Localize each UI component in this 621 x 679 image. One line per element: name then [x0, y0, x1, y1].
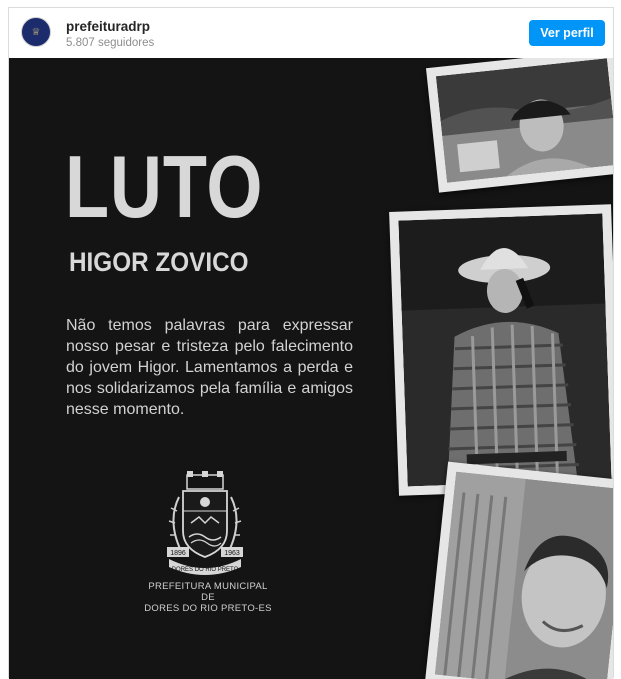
municipal-crest-icon	[159, 471, 251, 581]
photo-frame-smile	[425, 462, 613, 679]
crest-year-left: 1896	[170, 550, 186, 557]
username[interactable]: prefeituradrp	[66, 19, 151, 34]
followers-count: 5.807 seguidores	[66, 37, 155, 49]
post-title: LUTO	[65, 137, 264, 236]
org-line-1: PREFEITURA MUNICIPAL DE	[148, 581, 268, 603]
crest-banner-text: DORES DO RIO PRETO	[171, 567, 239, 573]
photo-cowboy	[398, 214, 611, 487]
crest-icon: ♕	[31, 26, 41, 38]
deceased-name: HIGOR ZOVICO	[69, 247, 249, 277]
photo-smile	[435, 472, 613, 679]
post-image[interactable]	[9, 58, 613, 679]
photo-frame-cowboy	[389, 204, 613, 496]
photo-frame-cap	[426, 58, 613, 193]
profile-avatar[interactable]	[21, 17, 51, 47]
view-profile-button[interactable]: Ver perfil	[529, 20, 605, 46]
crest-year-right: 1963	[224, 550, 240, 557]
photo-cap	[436, 58, 613, 182]
post-header	[9, 8, 613, 58]
condolence-message: Não temos palavras para expressar nosso pesar e tristeza pelo falecimento do jovem Higor. Lamentamos a perda e nos solidarizamos pela família e amigos nesse momento.	[66, 317, 353, 418]
municipality-caption	[144, 581, 272, 614]
org-line-2: DORES DO RIO PRETO-ES	[144, 603, 272, 614]
instagram-embed-card	[8, 7, 614, 678]
